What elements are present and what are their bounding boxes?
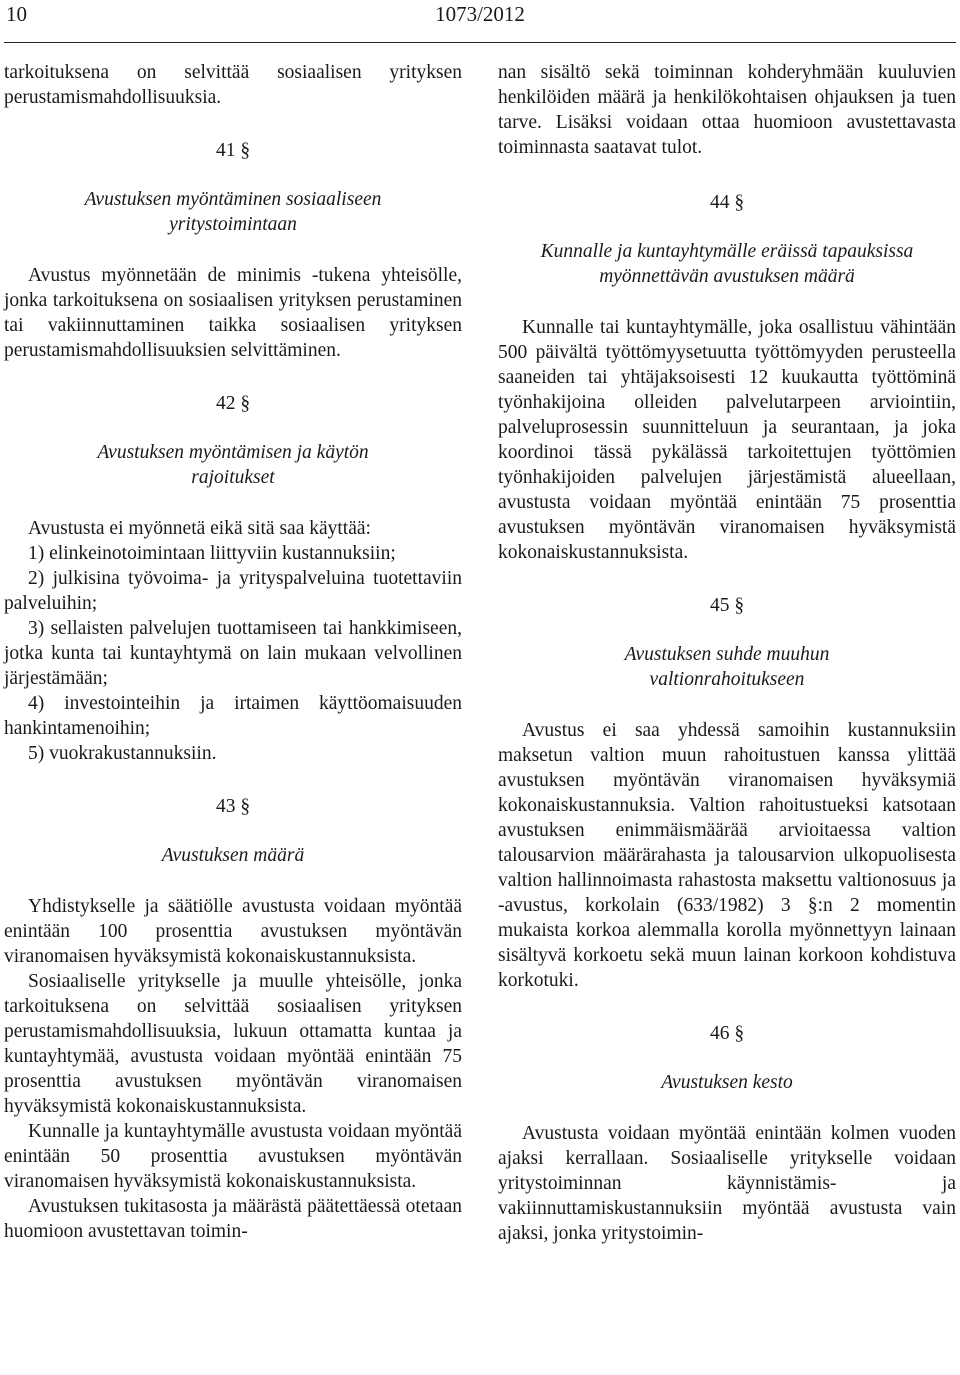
section-42-title	[4, 440, 462, 490]
section-42-number: 42 §	[215, 393, 251, 414]
section-43-number: 43 §	[215, 796, 251, 817]
list-item: 2) julkisina työvoima- ja yrityspalveluina tuotettaviin palveluihin;	[4, 568, 462, 614]
section-title-line: Avustuksen myöntäminen sosiaaliseen	[84, 189, 382, 210]
page-header	[6, 0, 954, 28]
section-44-title	[498, 239, 956, 289]
section-title-line: Avustuksen suhde muuhun	[624, 644, 830, 665]
document-number: 1073/2012	[435, 2, 525, 26]
header-rule	[4, 42, 956, 43]
section-title-line: Avustuksen määrä	[161, 845, 305, 866]
list-item: 3) sellaisten palvelujen tuottamiseen tai hankkimiseen, jotka kunta tai kuntayhtymä on lain mukaan velvollinen järjestämään;	[4, 618, 462, 689]
section-title-line: yritystoimintaan	[169, 214, 297, 235]
section-title-line: Avustuksen kesto	[661, 1072, 793, 1093]
section-title-line: rajoitukset	[191, 467, 275, 488]
continued-paragraph: nan sisältö sekä toiminnan kohderyhmään kuuluvien henkilöiden määrä ja henkilökohtaisen ohjauksen ja tuen tarve. Lisäksi voidaan ottaa huomioon avustettavasta toiminnasta saatavat tulot.	[498, 62, 956, 158]
section-43-paragraph: Avustuksen tukitasosta ja määrästä päätettäessä otetaan huomioon avustettavan toimin-	[4, 1196, 462, 1242]
list-item: 5) vuokrakustannuksiin.	[28, 743, 217, 764]
section-46-title	[498, 1070, 956, 1095]
section-41-title	[4, 187, 462, 237]
page-number: 10	[6, 2, 27, 26]
section-45-title	[498, 642, 956, 692]
section-41-number: 41 §	[215, 140, 251, 161]
section-41-text: Avustus myönnetään de minimis -tukena yhteisölle, jonka tarkoituksena on sosiaalisen yrityksen perustaminen tai vakiinnuttaminen taikka sosiaalisen yrityksen perustamismahdollisuuksien selvittäminen.	[4, 265, 462, 361]
left-column	[4, 60, 462, 1244]
section-43-paragraph: Sosiaaliselle yritykselle ja muulle yhteisölle, jonka tarkoituksena on selvittää sosiaalisen yrityksen perustamismahdollisuuksia, lukuun ottamatta kuntaa ja kuntayhtymää, avustusta voidaan myöntää enintään 75 prosenttia avustuksen myöntävän viranomaisen hyväksymistä kokonaiskustannuksista.	[4, 971, 462, 1117]
section-45-number: 45 §	[709, 595, 745, 616]
section-title-line: valtionrahoitukseen	[649, 669, 805, 690]
section-46-text: Avustusta voidaan myöntää enintään kolmen vuoden ajaksi kerrallaan. Sosiaaliselle yritykselle voidaan yritystoiminnan käynnistämis- ja vakiinnuttamiskustannuksiin myöntää avustusta vain ajaksi, jonka yritystoimin-	[498, 1123, 956, 1244]
section-43-title	[4, 843, 462, 868]
section-44-number: 44 §	[709, 192, 745, 213]
continued-paragraph: tarkoituksena on selvittää sosiaalisen yrityksen perustamismahdollisuuksia.	[4, 62, 462, 108]
section-title-line: Kunnalle ja kuntayhtymälle eräissä tapauksissa myönnettävän avustuksen määrä	[540, 241, 914, 287]
section-44-text: Kunnalle tai kuntayhtymälle, joka osallistuu vähintään 500 päivältä työttömyysetuutta työttömyyden perusteella saaneiden tai yhtäjaksoisesti 12 kuukautta työttöminä työnhakijoina olleiden palvelutarpeen arviointiin, palveluprosessin suunnitteluun ja seurantaan, ja joka koordinoi tässä pykälässä tarkoitettujen työttömien työnhakijoiden palvelujen järjestämistä alueellaan, avustusta voidaan myöntää enintään 75 prosenttia avustuksen myöntävän viranomaisen hyväksymistä kokonaiskustannuksista.	[498, 317, 956, 563]
section-45-text: Avustus ei saa yhdessä samoihin kustannuksiin maksetun valtion muun rahoitustuen kanssa ylittää avustuksen myöntävän viranomaisen hyväksymiä kokonaiskustannuksia. Valtion rahoitustueksi katsotaan avustuksen enimmäismäärää arvioitaessa valtion talousarvion määrärahasta ja talousarvion ulkopuolisesta valtion hallinnoimasta rahastosta maksettu valtionosuus ja -avustus, korkolain (633/1982) 3 §:n 2 momentin mukaista korkoa alemmalla korolla myönnettyyn lainaan sisältyvä korkoetu sekä muun lainan korkoon kohdistuva korkotuki.	[498, 720, 956, 991]
section-43-paragraph: Kunnalle ja kuntayhtymälle avustusta voidaan myöntää enintään 50 prosenttia avustuksen myöntävän viranomaisen hyväksymistä kokonaiskustannuksista.	[4, 1121, 462, 1192]
section-46-number: 46 §	[709, 1023, 745, 1044]
section-43-paragraph: Yhdistykselle ja säätiölle avustusta voidaan myöntää enintään 100 prosenttia avustuksen myöntävän viranomaisen hyväksymistä kokonaiskustannuksista.	[4, 896, 462, 967]
list-item: 1) elinkeinotoimintaan liittyviin kustannuksiin;	[28, 543, 396, 564]
section-title-line: Avustuksen myöntämisen ja käytön	[97, 442, 369, 463]
section-42-text: Avustusta ei myönnetä eikä sitä saa käyttää:	[28, 518, 371, 539]
right-column	[498, 60, 956, 1246]
list-item: 4) investointeihin ja irtaimen käyttöomaisuuden hankintamenoihin;	[4, 693, 462, 739]
